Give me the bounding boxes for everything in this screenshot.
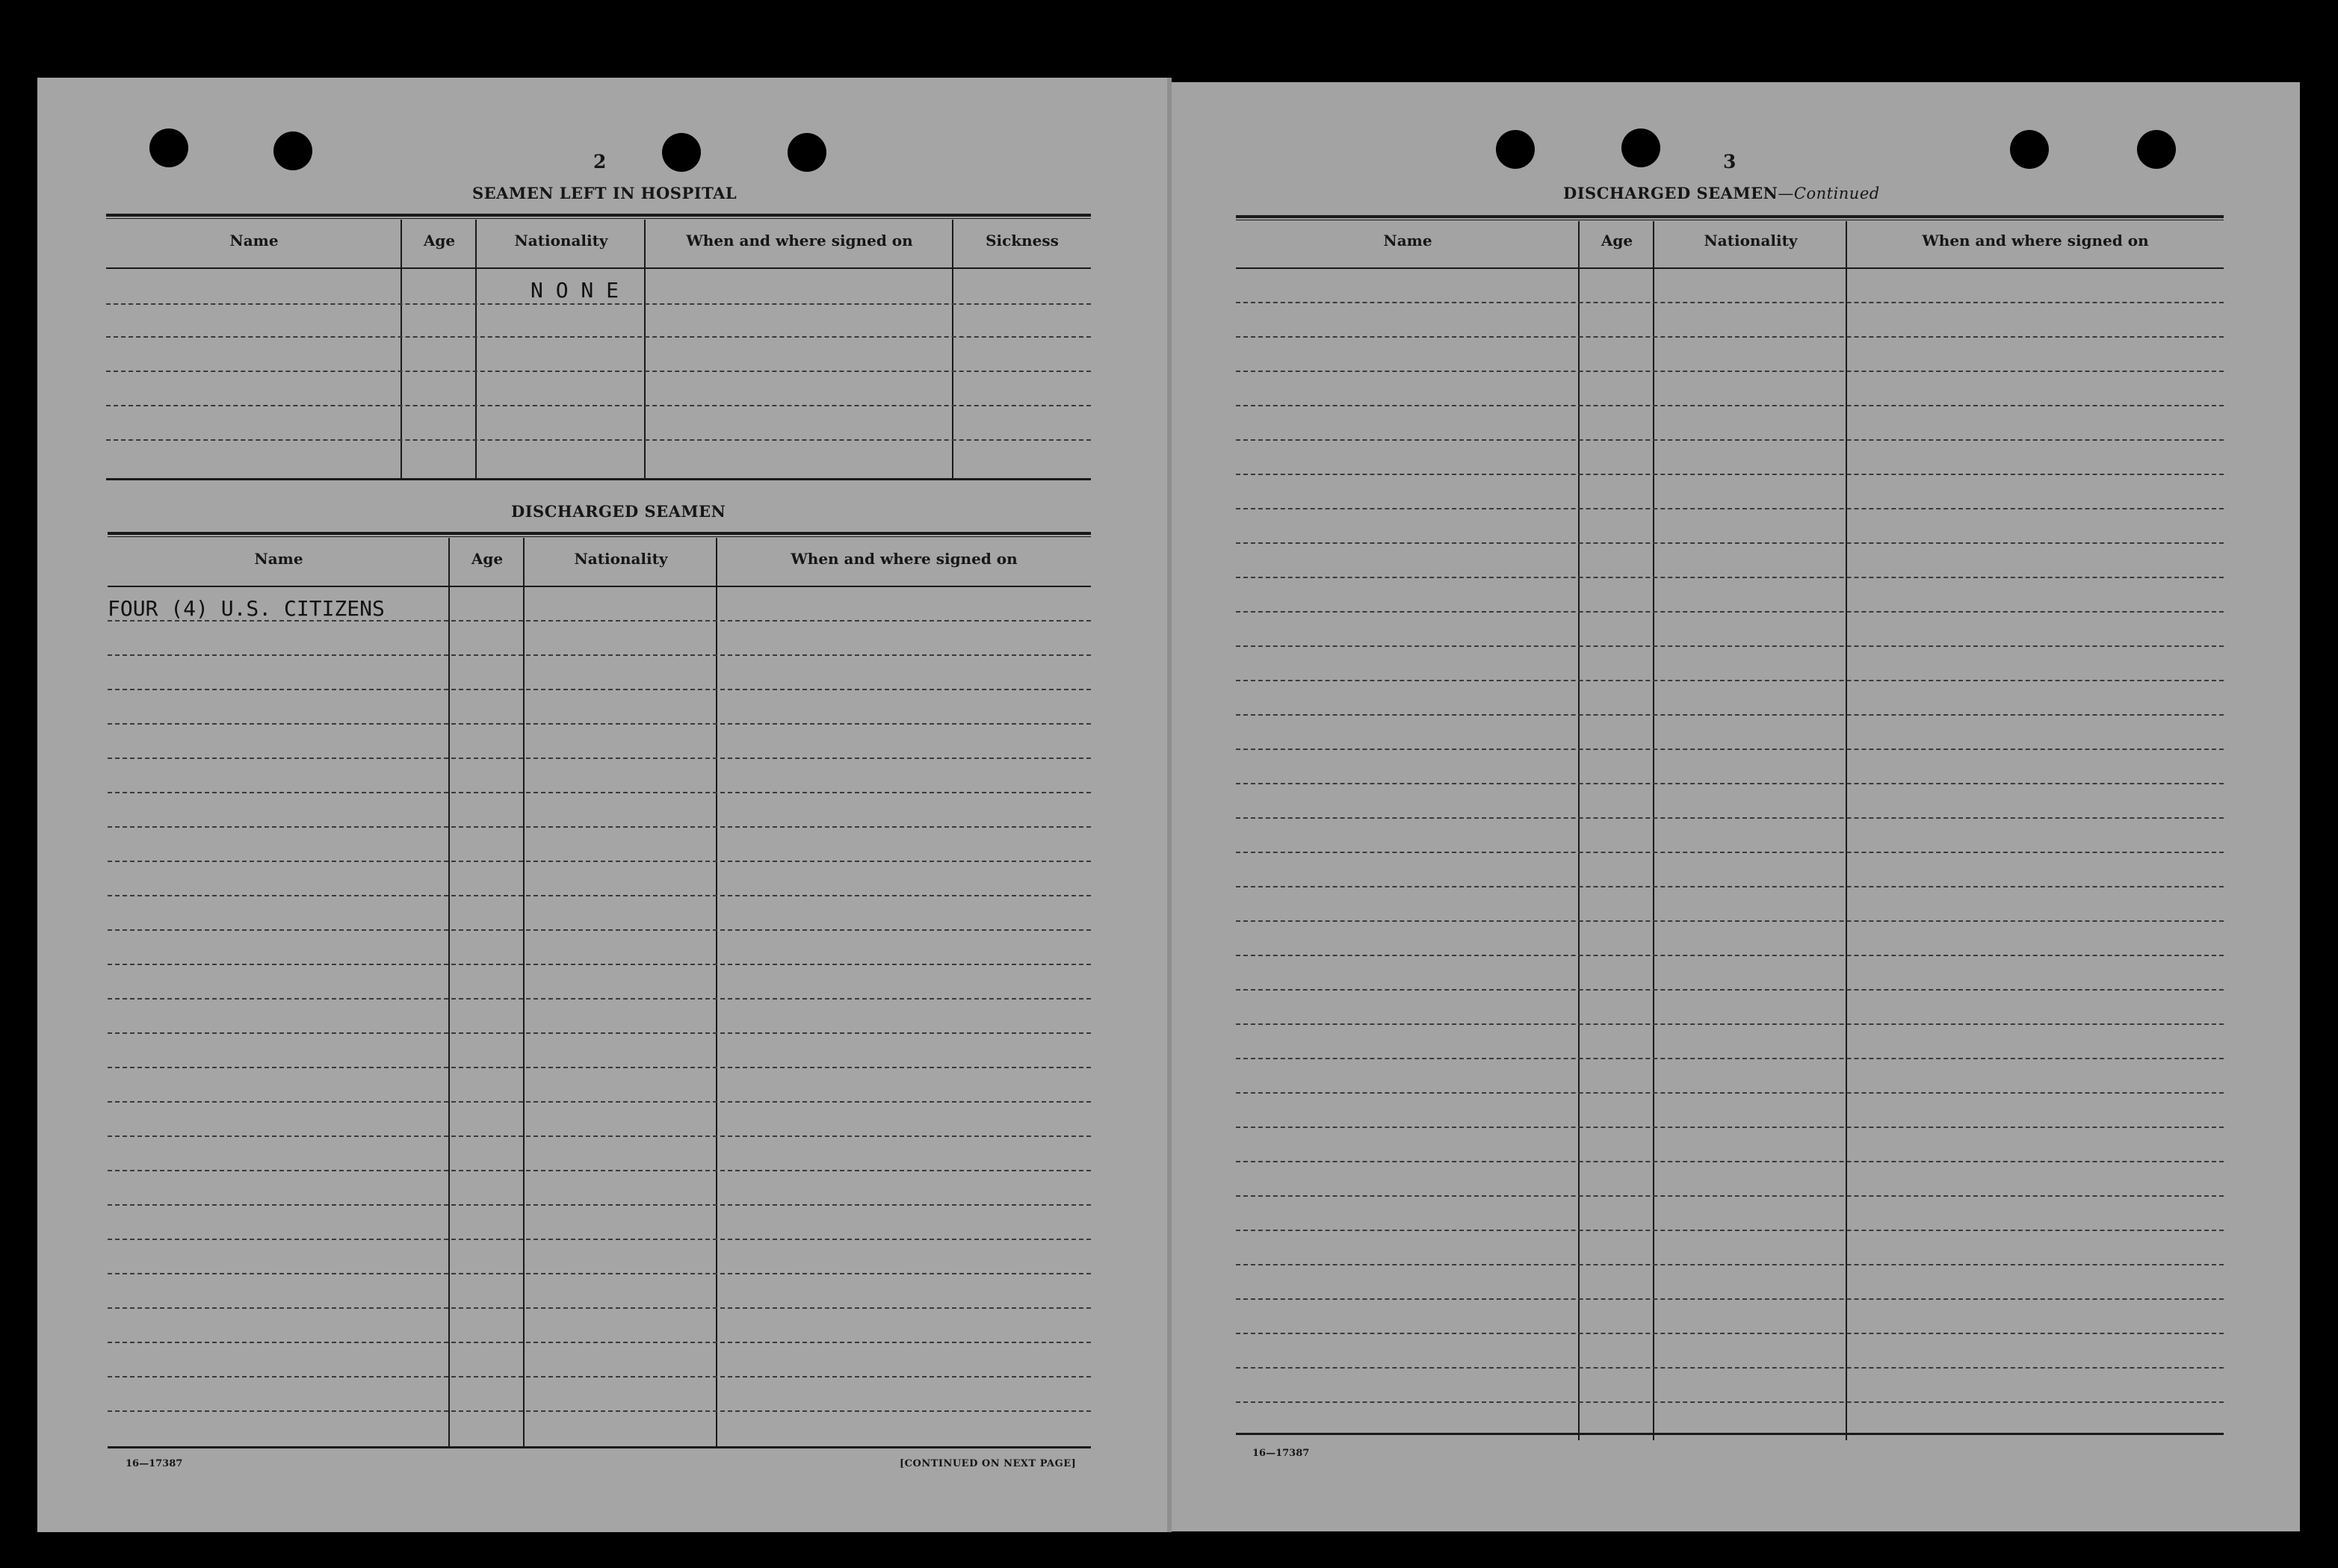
punch-hole [2010,130,2049,169]
column-header-name: Name [254,550,303,568]
hospital-section-title: SEAMEN LEFT IN HOSPITAL [472,184,737,202]
punch-hole [149,128,188,167]
column-header-age: Age [1601,232,1633,250]
punch-hole [788,133,826,172]
column-header-age: Age [423,232,456,250]
column-header-age: Age [471,550,504,568]
column-header-signed-on: When and where signed on [1922,232,2149,250]
punch-hole [1621,128,1660,167]
column-header-nationality: Nationality [1704,232,1798,250]
punch-hole [273,131,312,170]
discharged-typed-entry: FOUR (4) U.S. CITIZENS [108,596,385,621]
section-title-text: DISCHARGED SEAMEN [1563,184,1778,202]
column-header-sickness: Sickness [986,232,1059,250]
form-number: 16—17387 [1252,1448,1310,1459]
section-title-suffix: —Continued [1778,185,1880,202]
discharged-table [108,532,1091,1449]
form-number: 16—17387 [126,1458,183,1469]
column-header-name: Name [229,232,279,250]
page-number: 3 [1723,151,1737,173]
column-header-nationality: Nationality [574,550,668,568]
column-header-name: Name [1383,232,1432,250]
discharged-continued-table [1236,215,2224,1442]
page-fold [1167,78,1172,1532]
page-number: 2 [593,151,607,173]
discharged-continued-title [1563,184,1880,202]
punch-hole [2137,130,2176,169]
column-header-signed-on: When and where signed on [791,550,1018,568]
column-header-signed-on: When and where signed on [686,232,913,250]
continued-note: [CONTINUED ON NEXT PAGE] [900,1458,1077,1469]
column-header-nationality: Nationality [514,232,608,250]
discharged-section-title: DISCHARGED SEAMEN [511,502,726,521]
hospital-table [106,214,1091,481]
punch-hole [662,133,701,172]
punch-hole [1496,130,1535,169]
hospital-typed-entry: N O N E [531,278,619,303]
